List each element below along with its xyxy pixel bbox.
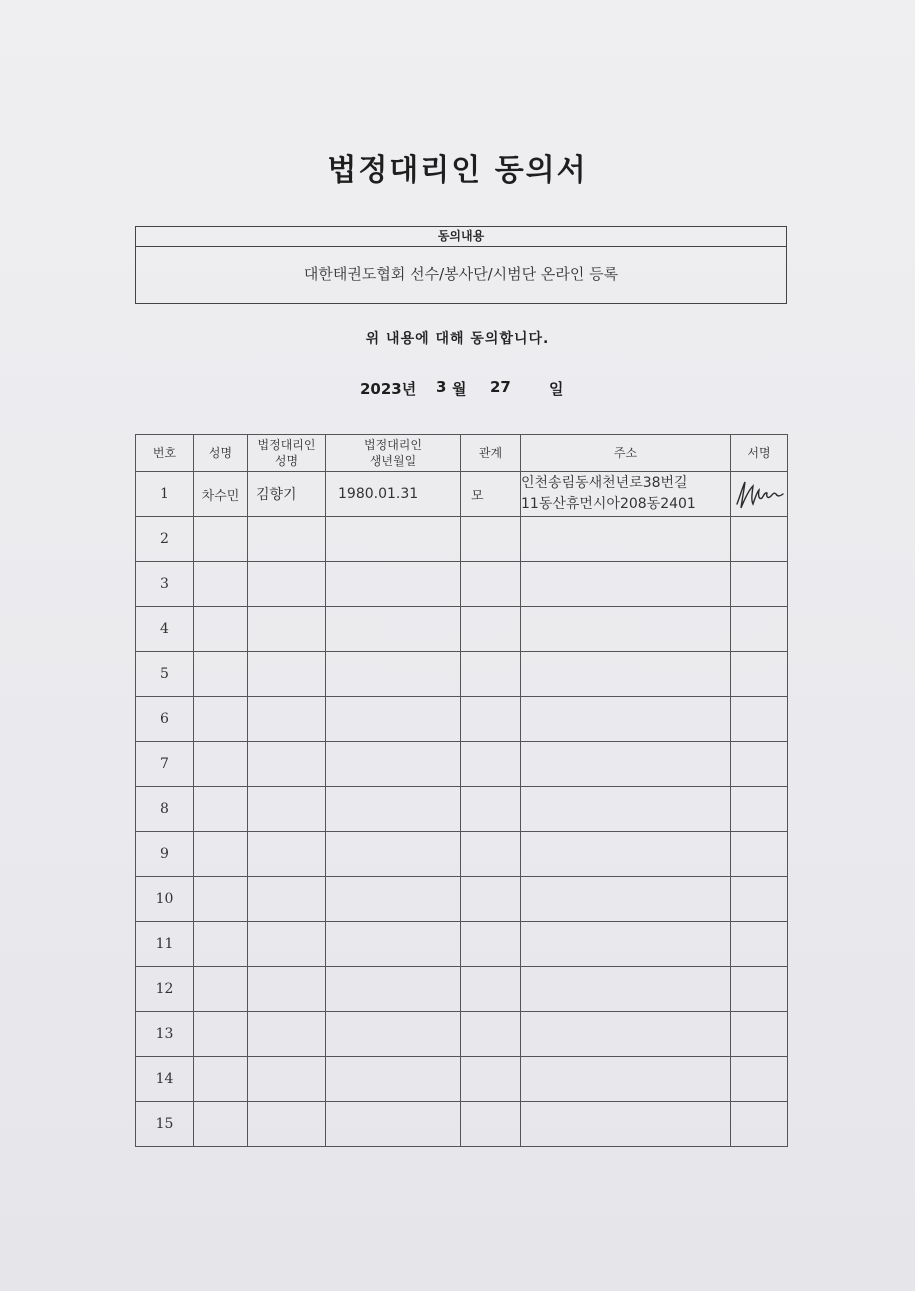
row-signature xyxy=(731,967,788,1012)
row-guardian-name xyxy=(248,517,326,562)
row-guardian-name xyxy=(248,697,326,742)
row-guardian-birth xyxy=(326,787,461,832)
row-address xyxy=(521,742,731,787)
row-relation xyxy=(461,1012,521,1057)
row-signature xyxy=(731,742,788,787)
table-row xyxy=(136,1102,788,1147)
table-row xyxy=(136,517,788,562)
row-number: 9 xyxy=(136,832,194,877)
row-guardian-name xyxy=(248,877,326,922)
row-guardian-name xyxy=(248,742,326,787)
row-guardian-birth xyxy=(326,967,461,1012)
row-guardian-name: 김향기 xyxy=(248,472,326,517)
table-row xyxy=(136,922,788,967)
row-number: 5 xyxy=(136,652,194,697)
table-row xyxy=(136,967,788,1012)
header-name: 성명 xyxy=(194,435,248,472)
table-row xyxy=(136,697,788,742)
date-month-number: 3 xyxy=(436,378,447,396)
row-signature xyxy=(731,472,788,517)
row-number: 10 xyxy=(136,877,194,922)
row-number: 7 xyxy=(136,742,194,787)
row-relation xyxy=(461,562,521,607)
row-number: 11 xyxy=(136,922,194,967)
row-relation: 모 xyxy=(461,472,521,517)
row-signature xyxy=(731,922,788,967)
row-guardian-name xyxy=(248,832,326,877)
row-name xyxy=(194,967,248,1012)
header-guardian-name-text: 법정대리인 성명 xyxy=(257,438,316,468)
table-row xyxy=(136,1057,788,1102)
row-guardian-birth xyxy=(326,697,461,742)
row-signature xyxy=(731,1057,788,1102)
row-name xyxy=(194,1102,248,1147)
row-relation xyxy=(461,877,521,922)
date-year: 2023년 xyxy=(360,380,417,398)
row-name xyxy=(194,742,248,787)
row-guardian-birth xyxy=(326,1102,461,1147)
row-number: 1 xyxy=(136,472,194,517)
row-relation xyxy=(461,832,521,877)
row-relation xyxy=(461,967,521,1012)
row-relation xyxy=(461,517,521,562)
row-address xyxy=(521,472,731,517)
row-relation xyxy=(461,697,521,742)
date-day-label: 일 xyxy=(549,380,564,398)
row-signature xyxy=(731,697,788,742)
row-relation xyxy=(461,1102,521,1147)
row-number: 4 xyxy=(136,607,194,652)
table-row xyxy=(136,1012,788,1057)
row-address xyxy=(521,697,731,742)
row-guardian-name xyxy=(248,1057,326,1102)
row-address xyxy=(521,832,731,877)
row-number: 8 xyxy=(136,787,194,832)
row-name xyxy=(194,832,248,877)
row-name: 차수민 xyxy=(194,472,248,517)
row-address xyxy=(521,922,731,967)
row-guardian-birth xyxy=(326,742,461,787)
header-signature: 서명 xyxy=(731,435,788,472)
row-signature xyxy=(731,1012,788,1057)
address-line-2: 11동산휴먼시아208동2401 xyxy=(521,496,696,512)
consent-box xyxy=(135,226,787,304)
row-name xyxy=(194,562,248,607)
table-header-row xyxy=(136,435,788,472)
row-number: 2 xyxy=(136,517,194,562)
row-number: 3 xyxy=(136,562,194,607)
row-address xyxy=(521,607,731,652)
header-relation: 관계 xyxy=(461,435,521,472)
row-name xyxy=(194,697,248,742)
row-signature xyxy=(731,607,788,652)
row-relation xyxy=(461,607,521,652)
row-signature xyxy=(731,1102,788,1147)
row-guardian-birth xyxy=(326,922,461,967)
row-name xyxy=(194,922,248,967)
row-guardian-name xyxy=(248,1102,326,1147)
row-guardian-birth xyxy=(326,832,461,877)
row-guardian-name xyxy=(248,607,326,652)
table-row xyxy=(136,832,788,877)
row-number: 14 xyxy=(136,1057,194,1102)
row-guardian-birth xyxy=(326,607,461,652)
row-address xyxy=(521,787,731,832)
row-relation xyxy=(461,1057,521,1102)
row-guardian-name xyxy=(248,562,326,607)
row-guardian-birth xyxy=(326,1057,461,1102)
table-row xyxy=(136,787,788,832)
row-number: 6 xyxy=(136,697,194,742)
row-signature xyxy=(731,877,788,922)
row-name xyxy=(194,877,248,922)
agreement-statement: 위 내용에 대해 동의합니다. xyxy=(365,331,550,347)
row-name xyxy=(194,652,248,697)
row-address xyxy=(521,1057,731,1102)
row-relation xyxy=(461,652,521,697)
row-guardian-birth xyxy=(326,877,461,922)
row-guardian-name xyxy=(248,652,326,697)
registration-table xyxy=(135,434,788,1147)
row-address xyxy=(521,877,731,922)
table-row xyxy=(136,562,788,607)
row-name xyxy=(194,787,248,832)
row-guardian-birth xyxy=(326,1012,461,1057)
header-guardian-name xyxy=(248,435,326,472)
date-month-label: 월 xyxy=(452,380,467,398)
row-address xyxy=(521,967,731,1012)
table-row xyxy=(136,877,788,922)
row-address xyxy=(521,562,731,607)
row-number: 12 xyxy=(136,967,194,1012)
row-guardian-name xyxy=(248,787,326,832)
row-address xyxy=(521,517,731,562)
row-signature xyxy=(731,517,788,562)
row-guardian-name xyxy=(248,967,326,1012)
header-guardian-birth xyxy=(326,435,461,472)
row-address xyxy=(521,652,731,697)
header-number: 번호 xyxy=(136,435,194,472)
row-signature xyxy=(731,652,788,697)
row-name xyxy=(194,1057,248,1102)
row-signature xyxy=(731,562,788,607)
header-guardian-birth-text: 법정대리인 생년월일 xyxy=(364,438,422,468)
row-relation xyxy=(461,787,521,832)
document-title: 법정대리인 동의서 xyxy=(327,153,588,188)
table-row xyxy=(136,472,788,517)
consent-header: 동의내용 xyxy=(136,227,786,247)
row-number: 13 xyxy=(136,1012,194,1057)
table-row xyxy=(136,652,788,697)
row-guardian-name xyxy=(248,922,326,967)
date-day-number: 27 xyxy=(490,378,511,396)
row-guardian-birth: 1980.01.31 xyxy=(326,472,461,517)
row-relation xyxy=(461,922,521,967)
row-address xyxy=(521,1012,731,1057)
row-number: 15 xyxy=(136,1102,194,1147)
row-name xyxy=(194,517,248,562)
row-guardian-birth xyxy=(326,517,461,562)
row-signature xyxy=(731,832,788,877)
row-relation xyxy=(461,742,521,787)
consent-text: 대한태권도협회 선수/봉사단/시범단 온라인 등록 xyxy=(303,265,619,283)
row-name xyxy=(194,607,248,652)
table-row xyxy=(136,742,788,787)
row-guardian-birth xyxy=(326,652,461,697)
handwritten-signature xyxy=(731,474,787,514)
address-line-1: 인천송림동새천년로38번길 xyxy=(521,475,688,491)
header-address: 주소 xyxy=(521,435,731,472)
table-row xyxy=(136,607,788,652)
row-guardian-birth xyxy=(326,562,461,607)
row-guardian-name xyxy=(248,1012,326,1057)
row-signature xyxy=(731,787,788,832)
row-name xyxy=(194,1012,248,1057)
row-address xyxy=(521,1102,731,1147)
